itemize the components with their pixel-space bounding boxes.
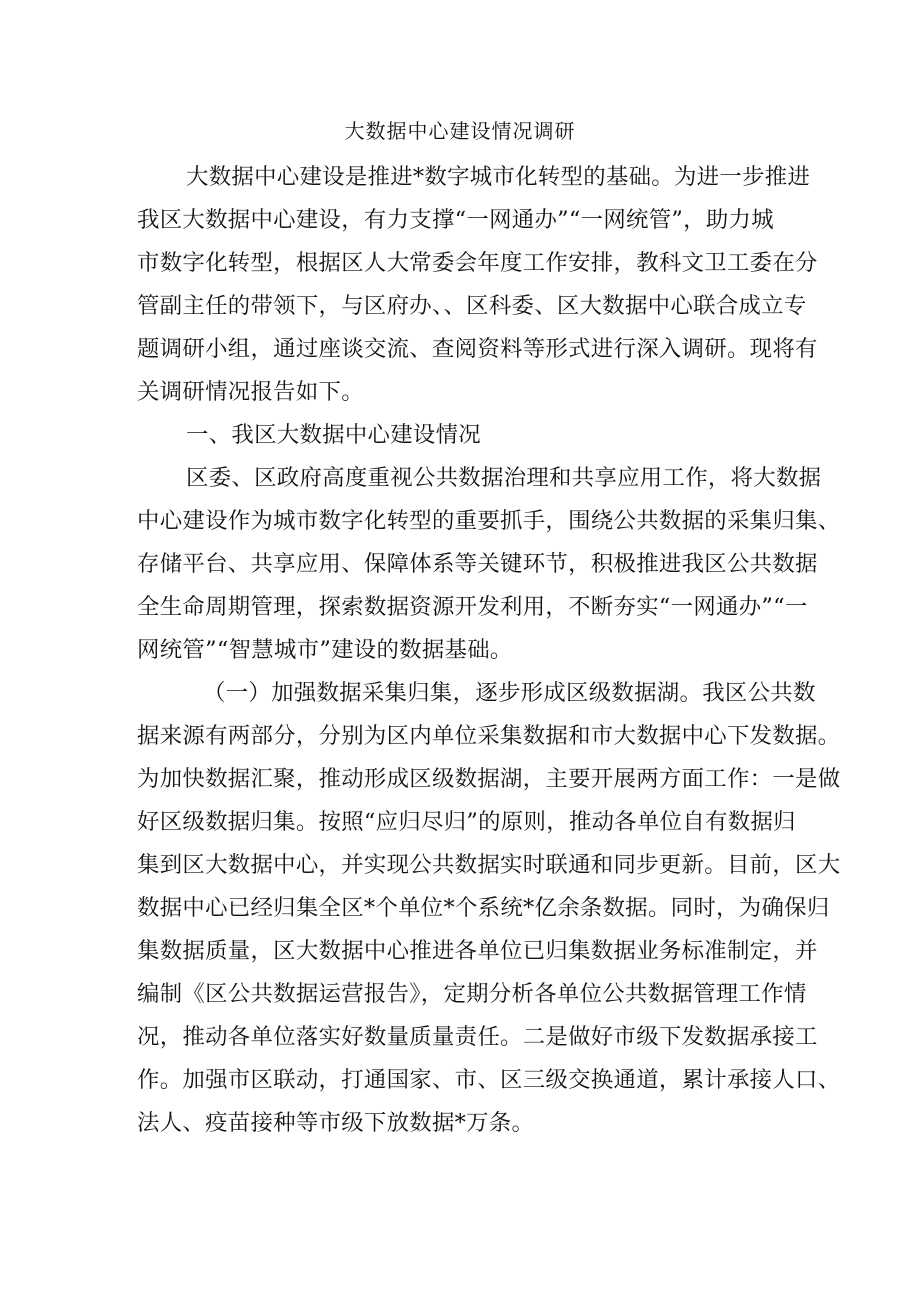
paragraph-line: 我区大数据中心建设，有力支撑“一网通办”“一网统管”，助力城 [137, 207, 774, 233]
paragraph-line: 况，推动各单位落实好数量质量责任。二是做好市级下发数据承接工 [137, 1024, 818, 1050]
paragraph-line: 全生命周期管理，探索数据资源开发利用，不断夯实“一网通办”“一 [137, 594, 808, 620]
paragraph-line: 中心建设作为城市数字化转型的重要抓手，围绕公共数据的采集归集、 [137, 508, 841, 534]
paragraph-line: 为加快数据汇聚，推动形成区级数据湖，主要开展两方面工作：一是做 [137, 766, 841, 792]
paragraph-line: 网统管”“智慧城市”建设的数据基础。 [137, 637, 513, 663]
paragraph-line: 管副主任的带领下，与区府办、、区科委、区大数据中心联合成立专 [137, 293, 807, 319]
paragraph-line: 作。加强市区联动，打通国家、市、区三级交换通道，累计承接人口、 [137, 1067, 841, 1093]
paragraph-line: 区委、区政府高度重视公共数据治理和共享应用工作，将大数据 [186, 465, 822, 491]
paragraph-line: 市数字化转型，根据区人大常委会年度工作安排，教科文卫工委在分 [137, 250, 818, 276]
paragraph-line: 集到区大数据中心，并实现公共数据实时联通和同步更新。目前，区大 [137, 852, 841, 878]
section-heading: 一、我区大数据中心建设情况 [186, 422, 481, 448]
paragraph-line: 集数据质量，区大数据中心推进各单位已归集数据业务标准制定，并 [137, 938, 818, 964]
paragraph-line: 关调研情况报告如下。 [137, 379, 364, 405]
paragraph-line: 存储平台、共享应用、保障体系等关键环节，积极推进我区公共数据 [137, 551, 818, 577]
paragraph-line: 好区级数据归集。按照“应归尽归”的原则，推动各单位自有数据归 [137, 809, 796, 835]
paragraph-line: 大数据中心建设是推进*数字城市化转型的基础。为进一步推进 [186, 164, 811, 190]
paragraph-line: 题调研小组，通过座谈交流、查阅资料等形式进行深入调研。现将有 [137, 336, 818, 362]
paragraph-line: （一）加强数据采集归集，逐步形成区级数据湖。我区公共数 [203, 680, 816, 706]
document-title: 大数据中心建设情况调研 [344, 119, 576, 143]
paragraph-line: 据来源有两部分，分别为区内单位采集数据和市大数据中心下发数据。 [137, 723, 841, 749]
paragraph-line: 编制《区公共数据运营报告》，定期分析各单位公共数据管理工作情 [137, 981, 807, 1007]
paragraph-line: 法人、疫苗接种等市级下放数据*万条。 [137, 1110, 535, 1136]
paragraph-line: 数据中心已经归集全区*个单位*个系统*亿余条数据。同时，为确保归 [137, 895, 830, 921]
